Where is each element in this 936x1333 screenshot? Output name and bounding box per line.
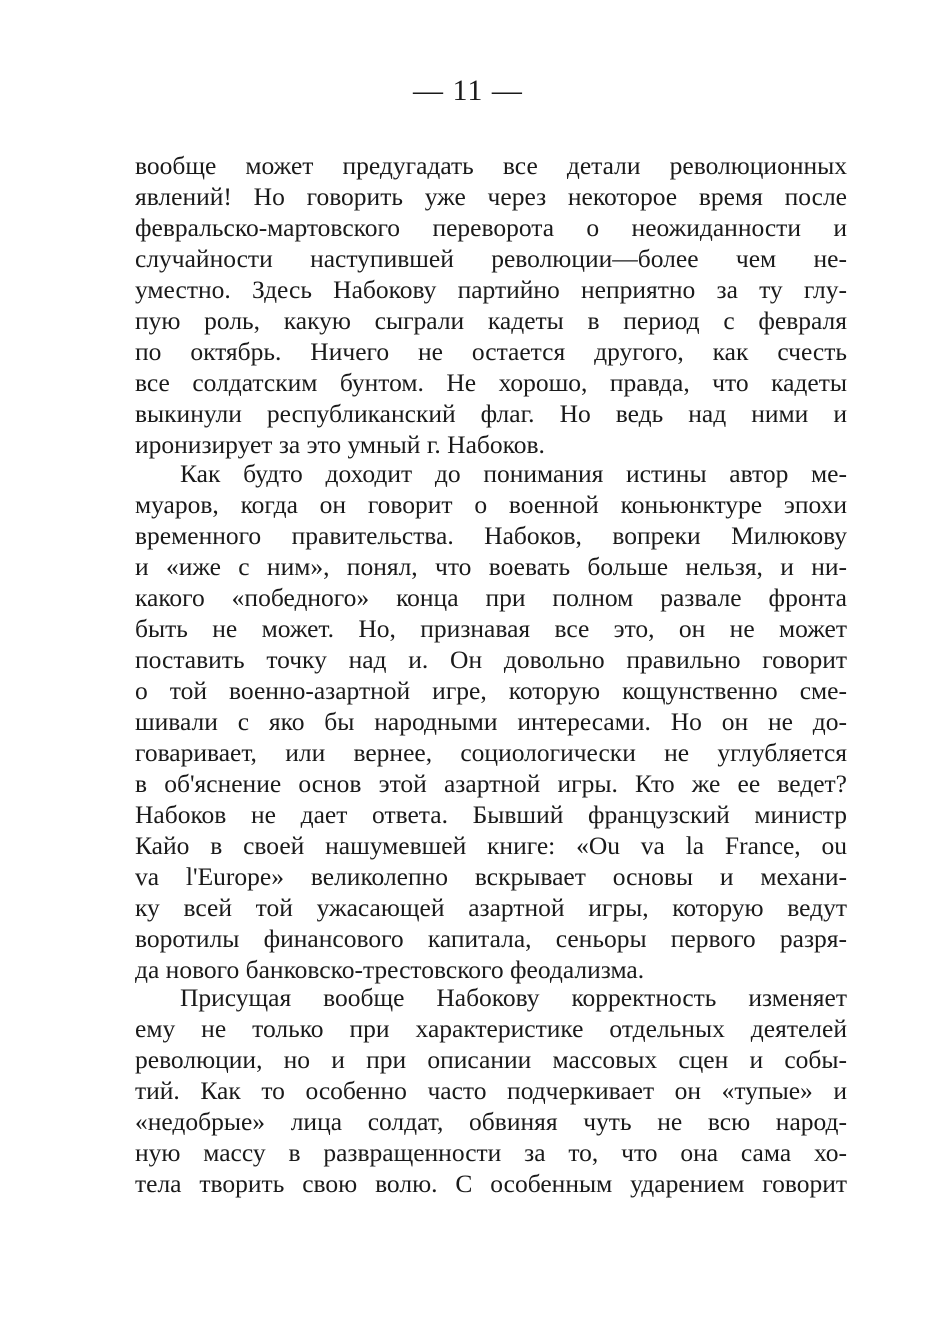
text-line: «недобрые» лица солдат, обвиняя чуть не всю народ- — [135, 1107, 847, 1136]
text-line: Кайо в своей нашумевшей книге: «Ou va la France, ou — [135, 831, 847, 860]
text-line: Как будто доходит до понимания истины автор ме- — [180, 459, 847, 488]
text-line: явлений! Но говорить уже через некоторое время после — [135, 182, 847, 211]
text-line: в об'яснение основ этой азартной игры. Кто же ее ведет? — [135, 769, 847, 798]
text-line: о той военно-азартной игре, которую кощунственно сме- — [135, 676, 847, 705]
text-line: воротилы финансового капитала, сеньоры первого разря- — [135, 924, 847, 953]
text-line: да нового банковско-трестовского феодализма. — [135, 955, 645, 984]
text-line: какого «победного» конца при полном развале фронта — [135, 583, 847, 612]
text-line: революции, но и при описании массовых сцен и собы- — [135, 1045, 847, 1074]
text-line: по октябрь. Ничего не остается другого, как счесть — [135, 337, 847, 366]
text-line: вообще может предугадать все детали революционных — [135, 151, 847, 180]
text-line: ку всей той ужасающей азартной игры, которую ведут — [135, 893, 847, 922]
text-line: выкинули республиканский флаг. Но ведь над ними и — [135, 399, 847, 428]
text-line: va l'Europe» великолепно вскрывает основы и механи- — [135, 862, 847, 891]
text-line: шивали с яко бы народными интересами. Но он не до- — [135, 707, 847, 736]
text-line: ную массу в развращенности за то, что она сама хо- — [135, 1138, 847, 1167]
text-line: говаривает, или вернее, социологически не углубляется — [135, 738, 847, 767]
text-line: тий. Как то особенно часто подчеркивает он «тупые» и — [135, 1076, 847, 1105]
text-line: временного правительства. Набоков, вопреки Милюкову — [135, 521, 847, 550]
text-line: февральско-мартовского переворота о неожиданности и — [135, 213, 847, 242]
paragraph-2 — [135, 458, 847, 985]
page-number: — 11 — — [413, 74, 523, 107]
text-line: поставить точку над и. Он довольно правильно говорит — [135, 645, 847, 674]
paragraph-3 — [135, 982, 847, 1199]
paragraph-1 — [135, 150, 847, 460]
text-line: быть не может. Но, признавая все это, он не может — [135, 614, 847, 643]
text-line: тела творить свою волю. С особенным ударением говорит — [135, 1169, 847, 1198]
text-line: уместно. Здесь Набокову партийно неприятно за ту глу- — [135, 275, 847, 304]
text-line: и «иже с ним», понял, что воевать больше нельзя, и ни- — [135, 552, 847, 581]
text-line: ему не только при характеристике отдельных деятелей — [135, 1014, 847, 1043]
text-line: случайности наступившей революции—более чем не- — [135, 244, 847, 273]
text-line: Присущая вообще Набокову корректность изменяет — [180, 983, 847, 1012]
text-line: пую роль, какую сыграли кадеты в период с февраля — [135, 306, 847, 335]
text-line: Набоков не дает ответа. Бывший французский министр — [135, 800, 847, 829]
text-line: все солдатским бунтом. Не хорошо, правда, что кадеты — [135, 368, 847, 397]
text-line: муаров, когда он говорит о военной коньюнктуре эпохи — [135, 490, 847, 519]
text-line: иронизирует за это умный г. Набоков. — [135, 430, 545, 459]
